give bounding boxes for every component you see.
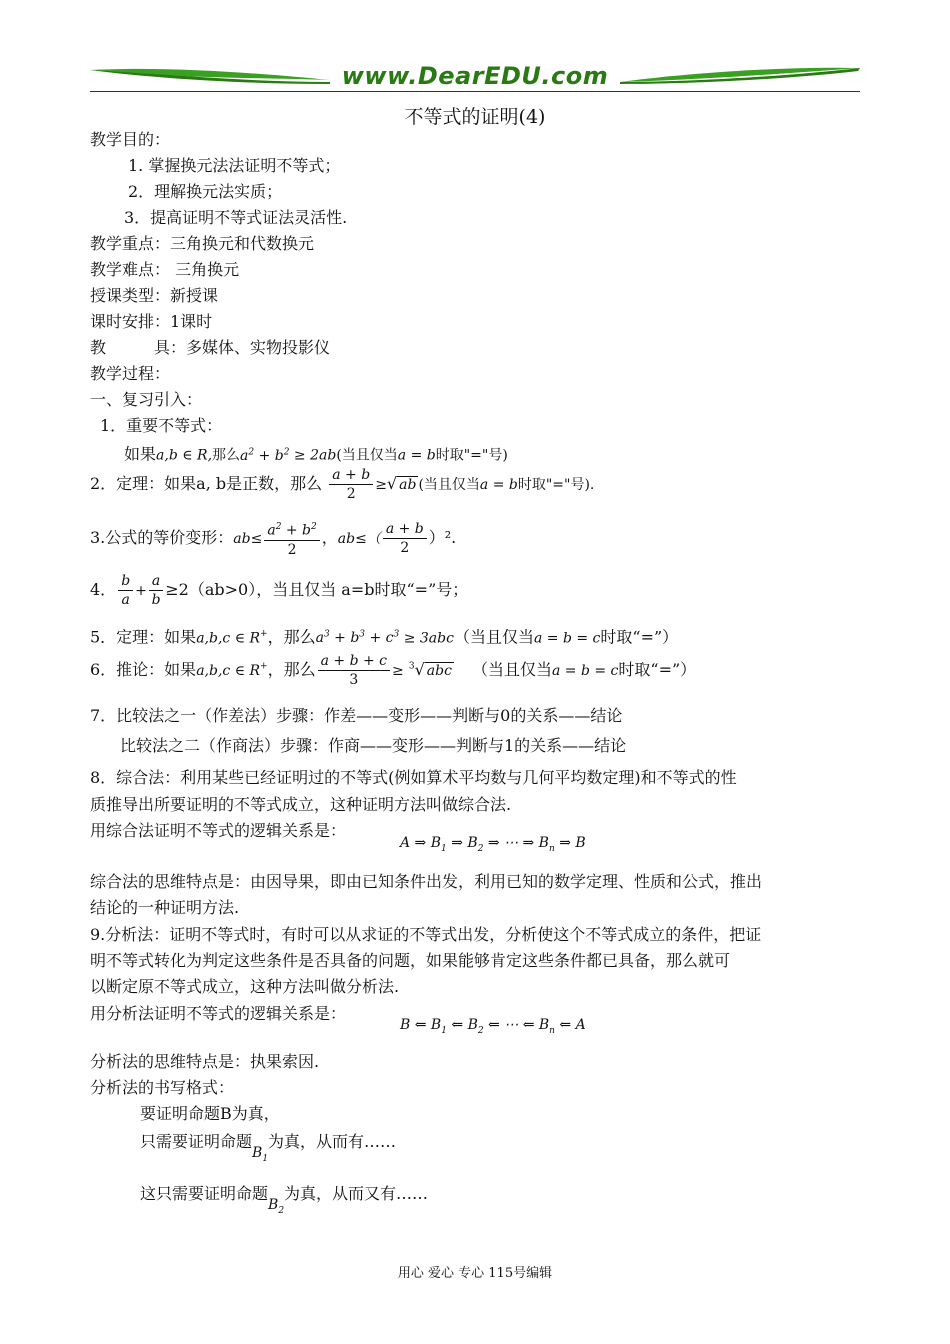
goal-item-2: 2．理解换元法实质； <box>128 182 283 201</box>
item-9-line-1: 9.分析法：证明不等式时，有时可以从求证的不等式出发，分析使这个不等式成立的条件，把证 <box>90 925 762 944</box>
synthesis-logic-chain: A ⇒ $B_1$ ⇒ $B_2$ ⇒ ⋯ ⇒ $B_n$ ⇒ B <box>400 835 586 854</box>
fraction: $\frac{a}{b}$ <box>149 572 163 609</box>
item-5-theorem: 5．定理：如果a,b,c ∈ R+，那么$a^3 + b^3 + c^3 \ge 3abc$（当且仅当a = b = c时取“=”） <box>90 627 679 647</box>
tool-text: 具：多媒体、实物投影仪 <box>154 338 331 357</box>
difficult-point: 教学难点： 三角换元 <box>90 260 240 279</box>
fraction: $\frac{a + b}{2}$ <box>383 520 427 557</box>
page-title: 不等式的证明(4) <box>404 106 546 128</box>
item-8-line-2: 质推导出所要证明的不等式成立，这种证明方法叫做综合法. <box>90 795 512 814</box>
item-7b: 比较法之二（作商法）步骤：作商——变形——判断与1的关系——结论 <box>120 736 627 755</box>
fraction: $\frac{a + b + c}{3}$ <box>318 652 390 689</box>
format-step-1: 要证明命题B为真， <box>140 1104 280 1123</box>
fraction: $\frac{a + b}{2}$ <box>329 466 373 503</box>
item-1-heading: 1．重要不等式： <box>100 416 223 435</box>
analysis-format-heading: 分析法的书写格式： <box>90 1078 235 1097</box>
process-heading: 教学过程： <box>90 364 171 383</box>
goal-heading: 教学目的： <box>90 130 171 149</box>
synthesis-feature-line-2: 结论的一种证明方法. <box>90 898 240 917</box>
item-1-formula: 如果a,b ∈ R,那么$a^2 + b^2 \ge 2ab$(当且仅当a = b时取"="号) <box>124 444 508 464</box>
fraction: $\frac{a^2 + b^2}{2}$ <box>264 518 319 559</box>
header-rule <box>90 91 860 92</box>
item-2-theorem: 2．定理：如果a, b是正数，那么 $\frac{a + b}{2}$ ≥√ ab (当且仅当a = b时取"="号). <box>90 467 595 502</box>
site-logo[interactable]: www.DearEDU.com <box>341 62 609 90</box>
item-7a: 7．比较法之一（作差法）步骤：作差——变形——判断与0的关系——结论 <box>90 706 623 725</box>
goal-item-1: 1. 掌握换元法法证明不等式； <box>128 156 341 175</box>
key-point: 教学重点：三角换元和代数换元 <box>90 234 315 253</box>
analysis-logic-label: 用分析法证明不等式的逻辑关系是： <box>90 1004 347 1023</box>
fraction: $\frac{b}{a}$ <box>118 572 133 609</box>
format-step-3: 这只需要证明命题$B_2$为真，从而又有…… <box>140 1184 429 1216</box>
item-3-equivalent-forms: 3.公式的等价变形：ab≤ $\frac{a^2 + b^2}{2}$ ，ab≤（ $\frac{a + b}{2}$ ）². <box>90 518 456 559</box>
synthesis-feature-line-1: 综合法的思维特点是：由因导果，即由已知条件出发，利用已知的数学定理、性质和公式，推出 <box>90 872 763 891</box>
review-heading: 一、复习引入： <box>90 390 203 409</box>
synthesis-logic-label: 用综合法证明不等式的逻辑关系是： <box>90 821 347 840</box>
analysis-logic-chain: B ⇐ $B_1$ ⇐ $B_2$ ⇐ ⋯ ⇐ $B_n$ ⇐ A <box>400 1017 586 1036</box>
analysis-feature: 分析法的思维特点是：执果索因. <box>90 1052 320 1071</box>
item-4: 4． $\frac{b}{a}$ + $\frac{a}{b}$ ≥2（ab>0），当且仅当 a=b时取“=”号； <box>90 573 469 608</box>
item-9-line-3: 以断定原不等式成立，这种方法叫做分析法. <box>90 977 400 996</box>
teaching-tools <box>90 338 330 358</box>
page-footer: 用心 爱心 专心 115号编辑 <box>397 1266 553 1281</box>
tool-char: 教 <box>90 338 107 357</box>
format-step-2: 只需要证明命题$B_1$为真，从而有…… <box>140 1132 397 1164</box>
goal-item-3: 3．提高证明不等式证法灵活性. <box>124 208 348 227</box>
item-9-line-2: 明不等式转化为判定这些条件是否具备的问题，如果能够肯定这些条件都已具备，那么就可 <box>90 951 731 970</box>
item-8-line-1: 8．综合法：利用某些已经证明过的不等式(例如算术平均数与几何平均数定理)和不等式的性 <box>90 768 737 787</box>
item-6-corollary: 6．推论：如果a,b,c ∈ R+，那么 $\frac{a + b + c}{3}$ ≥ $^3$√ abc （当且仅当a = b = c时取“=”） <box>90 653 697 688</box>
lesson-time: 课时安排：1课时 <box>90 312 213 331</box>
lesson-type: 授课类型：新授课 <box>90 286 219 305</box>
